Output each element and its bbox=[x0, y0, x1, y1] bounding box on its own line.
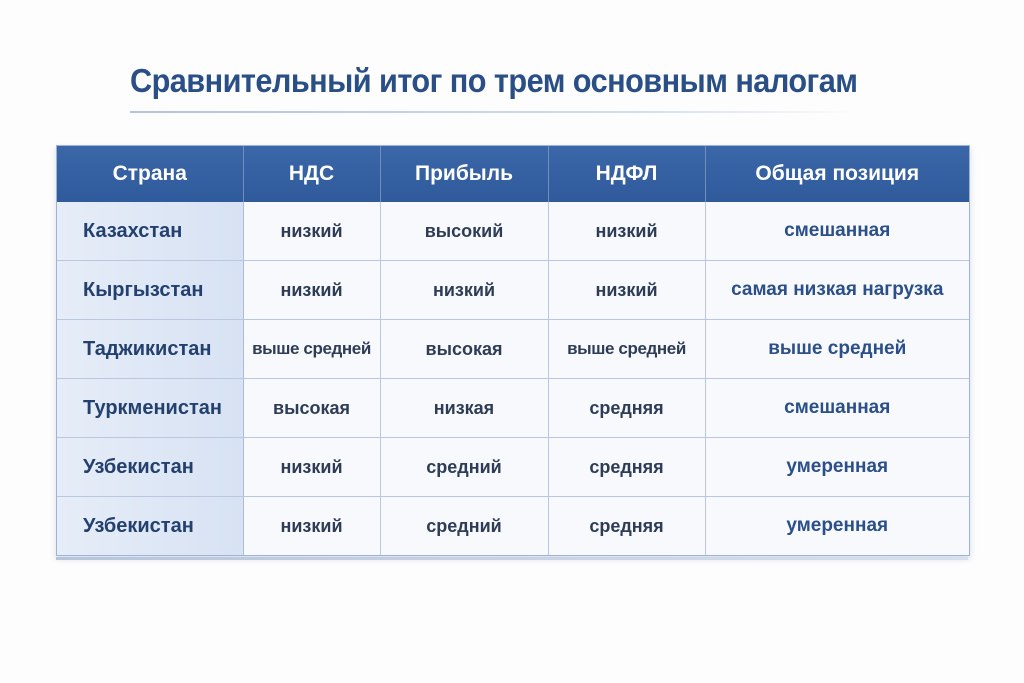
title-underline bbox=[130, 111, 858, 113]
tax-comparison-table bbox=[57, 146, 969, 555]
overall-cell: смешанная bbox=[705, 379, 969, 438]
profit-cell: высокая bbox=[380, 320, 548, 379]
column-header-overall[interactable]: Общая позиция bbox=[705, 146, 969, 202]
vat-cell: низкий bbox=[243, 202, 380, 261]
income-tax-cell: низкий bbox=[548, 202, 705, 261]
income-tax-cell: средняя bbox=[548, 497, 705, 556]
profit-cell: низкий bbox=[380, 261, 548, 320]
overall-cell: выше средней bbox=[705, 320, 969, 379]
table-row bbox=[57, 320, 969, 379]
income-tax-cell: средняя bbox=[548, 438, 705, 497]
profit-cell: низкая bbox=[380, 379, 548, 438]
country-cell: Туркменистан bbox=[57, 379, 243, 438]
profit-cell: средний bbox=[380, 438, 548, 497]
column-header-income-tax[interactable]: НДФЛ bbox=[548, 146, 705, 202]
page-title: Сравнительный итог по трем основным налогам bbox=[130, 62, 858, 99]
country-cell: Казахстан bbox=[57, 202, 243, 261]
column-header-country[interactable]: Страна bbox=[57, 146, 243, 202]
table-row bbox=[57, 261, 969, 320]
vat-cell: высокая bbox=[243, 379, 380, 438]
profit-cell: средний bbox=[380, 497, 548, 556]
overall-cell: умеренная bbox=[705, 438, 969, 497]
overall-cell: смешанная bbox=[705, 202, 969, 261]
overall-cell: умеренная bbox=[705, 497, 969, 556]
table-row bbox=[57, 202, 969, 261]
country-cell: Узбекистан bbox=[57, 497, 243, 556]
income-tax-cell: выше средней bbox=[548, 320, 705, 379]
income-tax-cell: средняя bbox=[548, 379, 705, 438]
column-header-profit[interactable]: Прибыль bbox=[380, 146, 548, 202]
table-row bbox=[57, 379, 969, 438]
tax-comparison-table-container bbox=[56, 145, 970, 556]
country-cell: Кыргызстан bbox=[57, 261, 243, 320]
vat-cell: низкий bbox=[243, 497, 380, 556]
table-header-row bbox=[57, 146, 969, 202]
vat-cell: выше средней bbox=[243, 320, 380, 379]
overall-cell: самая низкая нагрузка bbox=[705, 261, 969, 320]
column-header-vat[interactable]: НДС bbox=[243, 146, 380, 202]
country-cell: Узбекистан bbox=[57, 438, 243, 497]
table-bottom-rule bbox=[56, 557, 968, 560]
table-row bbox=[57, 497, 969, 556]
profit-cell: высокий bbox=[380, 202, 548, 261]
income-tax-cell: низкий bbox=[548, 261, 705, 320]
country-cell: Таджикистан bbox=[57, 320, 243, 379]
vat-cell: низкий bbox=[243, 261, 380, 320]
table-row bbox=[57, 438, 969, 497]
vat-cell: низкий bbox=[243, 438, 380, 497]
